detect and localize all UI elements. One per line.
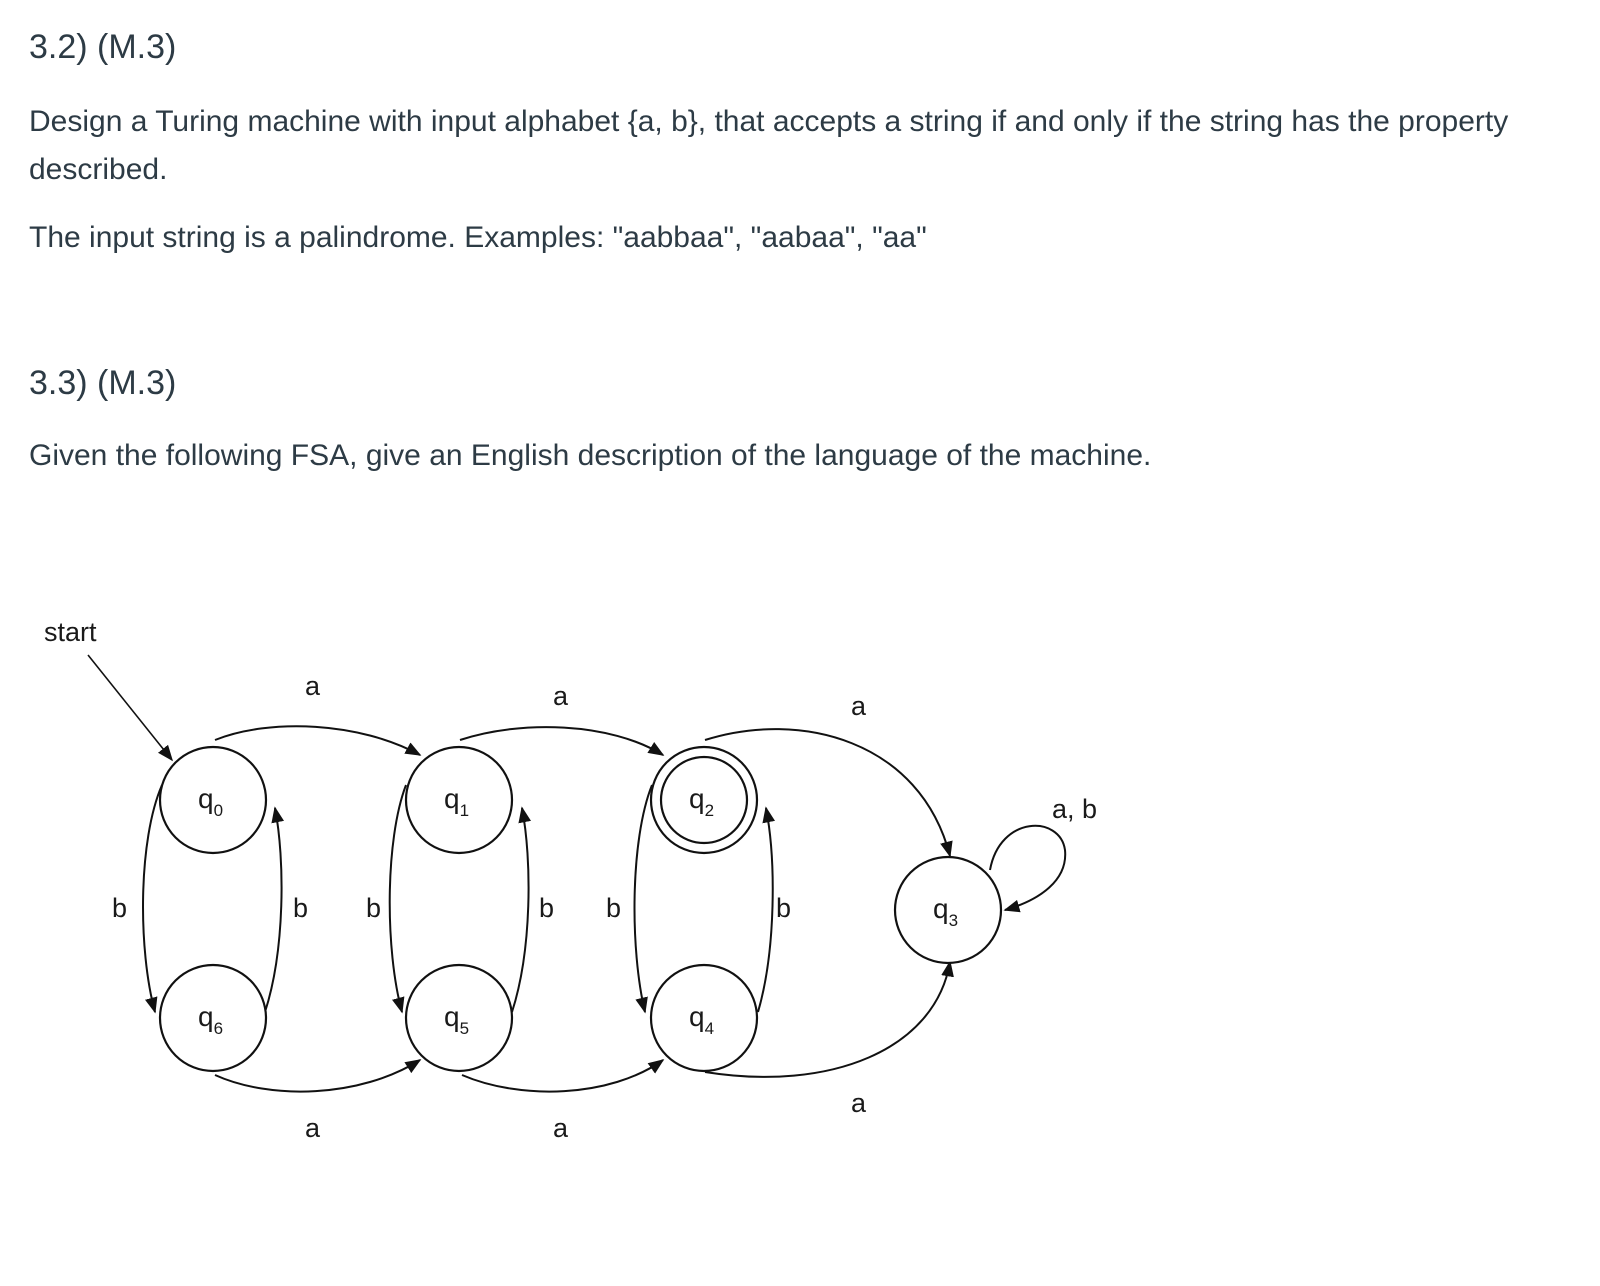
state-q2-label: $q_2$: [689, 783, 715, 820]
label-q5-q1: b: [539, 893, 555, 923]
label-q6-q5: a: [305, 1113, 321, 1143]
edge-q0-q6: [143, 785, 162, 1012]
edge-q6-q5: [215, 1060, 420, 1092]
edge-q3-loop: [990, 826, 1065, 910]
edge-q2-q4: [635, 785, 652, 1012]
question-3-3-heading: 3.3) (M.3): [29, 364, 177, 402]
edge-q5-q4: [462, 1060, 663, 1092]
question-3-2-property: The input string is a palindrome. Examples: "aabbaa", "aabaa", "aa": [29, 221, 927, 254]
state-q0-label: $q_0$: [198, 783, 224, 820]
state-q3-label: $q_3$: [933, 893, 959, 930]
edge-q4-q2: [758, 808, 773, 1012]
label-q1-q2: a: [553, 681, 569, 711]
state-q1-label: $q_1$: [444, 783, 470, 820]
state-q5-label: $q_5$: [444, 1001, 470, 1038]
label-q4-q3: a: [851, 1088, 867, 1118]
edge-q5-q1: [512, 808, 529, 1012]
state-q4-label: $q_4$: [689, 1001, 715, 1038]
label-q5-q4: a: [553, 1113, 569, 1143]
state-q6-label: $q_6$: [198, 1001, 224, 1038]
fsa-diagram: [0, 600, 1600, 1200]
question-3-2-prompt: Design a Turing machine with input alphabet {a, b}, that accepts a string if and only if the string has the property described.: [29, 105, 1509, 186]
label-q1-q5: b: [366, 893, 382, 923]
question-3-3-prompt: Given the following FSA, give an English description of the language of the machine.: [29, 439, 1152, 472]
edge-q6-q0: [265, 808, 282, 1012]
question-3-2-heading: 3.2) (M.3): [29, 28, 177, 66]
start-arrow: [88, 655, 172, 760]
edge-q0-q1: [215, 726, 420, 755]
label-q3-loop: a, b: [1052, 794, 1098, 824]
label-q2-q3: a: [851, 691, 867, 721]
label-q6-q0: b: [293, 893, 309, 923]
label-q0-q1: a: [305, 671, 321, 701]
label-q4-q2: b: [776, 893, 792, 923]
label-q0-q6: b: [112, 893, 128, 923]
start-label: start: [44, 617, 97, 647]
edge-q1-q2: [460, 727, 663, 755]
label-q2-q4: b: [606, 893, 622, 923]
edge-q1-q5: [390, 785, 406, 1012]
